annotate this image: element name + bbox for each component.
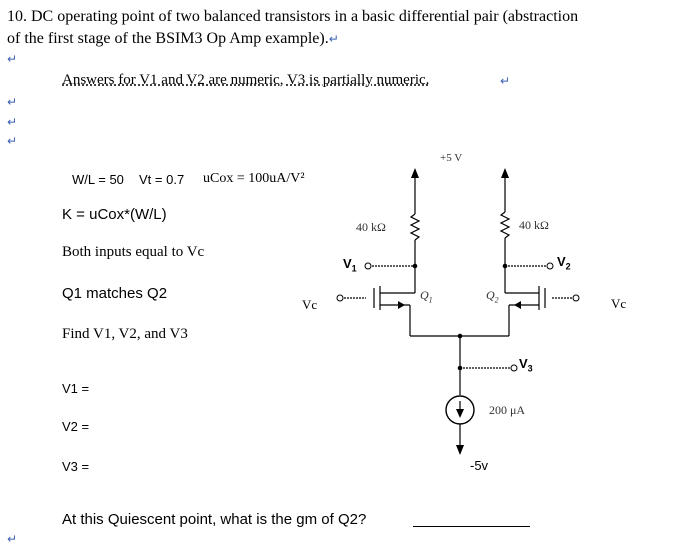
return-icon: ↵ [7, 95, 18, 109]
q1-label [420, 288, 433, 304]
v2-node [503, 264, 508, 269]
vc-right-terminal [573, 295, 579, 301]
v2-terminal [547, 263, 553, 269]
vdd-arrow-left [411, 168, 419, 178]
vdd-arrow-right [501, 168, 509, 178]
return-icon: ↵ [7, 134, 18, 148]
param-wl: W/L = 50 [72, 172, 124, 187]
v2-label [557, 254, 571, 272]
vdd-label: +5 V [440, 152, 463, 164]
answer-v1: V1 = [62, 381, 90, 396]
final-question: At this Quiescent point, what is the gm of Q2? [62, 511, 367, 528]
return-icon: ↵ [500, 74, 511, 88]
return-icon: ↵ [328, 32, 339, 46]
v1-label-sub: 1 [351, 263, 357, 274]
vc-right-label: Vc [611, 296, 627, 311]
v3-terminal [511, 365, 517, 371]
v1-node [413, 264, 418, 269]
q2-label-text: Q [486, 288, 495, 302]
answer-v3: V3 = [62, 459, 90, 474]
vc-left-label: Vc [302, 297, 318, 312]
vss-label: -5v [470, 458, 489, 473]
v1-terminal [365, 263, 371, 269]
q2-label [486, 288, 499, 304]
v1-label-text: V [343, 256, 352, 271]
v1-label [343, 256, 357, 274]
resistor-r2 [501, 212, 509, 238]
param-find: Find V1, V2, and V3 [62, 326, 188, 342]
v3-label-text: V [519, 356, 528, 371]
question-title-line1: 10. DC operating point of two balanced transistors in a basic differential pair (abstraction [7, 8, 579, 25]
v3-node [458, 366, 463, 371]
v3-label [519, 356, 533, 374]
return-icon: ↵ [7, 52, 18, 66]
tail-node [458, 334, 463, 339]
vc-left-terminal [337, 295, 343, 301]
q2-source-arrow [514, 301, 521, 309]
param-match: Q1 matches Q2 [62, 285, 168, 302]
current-arrow [456, 409, 464, 418]
return-icon: ↵ [7, 532, 18, 546]
param-vt: Vt = 0.7 [139, 172, 185, 187]
param-ucox: uCox = 100uA/V² [203, 171, 305, 186]
param-inputs: Both inputs equal to Vc [62, 244, 205, 260]
vss-arrow [456, 445, 464, 455]
v3-label-sub: 3 [527, 363, 533, 374]
answer-v2: V2 = [62, 419, 90, 434]
current-label: 200 μA [489, 403, 526, 417]
r1-label: 40 kΩ [356, 220, 386, 234]
r2-label: 40 kΩ [519, 218, 549, 232]
v2-label-sub: 2 [565, 261, 571, 272]
param-k-formula: K = uCox*(W/L) [62, 206, 167, 223]
q1-label-text: Q [420, 288, 429, 302]
q1-label-sub: 1 [428, 295, 433, 305]
answers-note-text: Answers for V1 and V2 are numeric, V3 is partially numeric. [62, 72, 430, 88]
q2-label-sub: 2 [494, 295, 499, 305]
return-icon: ↵ [7, 115, 18, 129]
q1-source-arrow [398, 301, 405, 309]
v2-label-text: V [557, 254, 566, 269]
resistor-r1 [411, 214, 419, 240]
question-title-line2-text: of the first stage of the BSIM3 Op Amp example). [7, 30, 329, 47]
